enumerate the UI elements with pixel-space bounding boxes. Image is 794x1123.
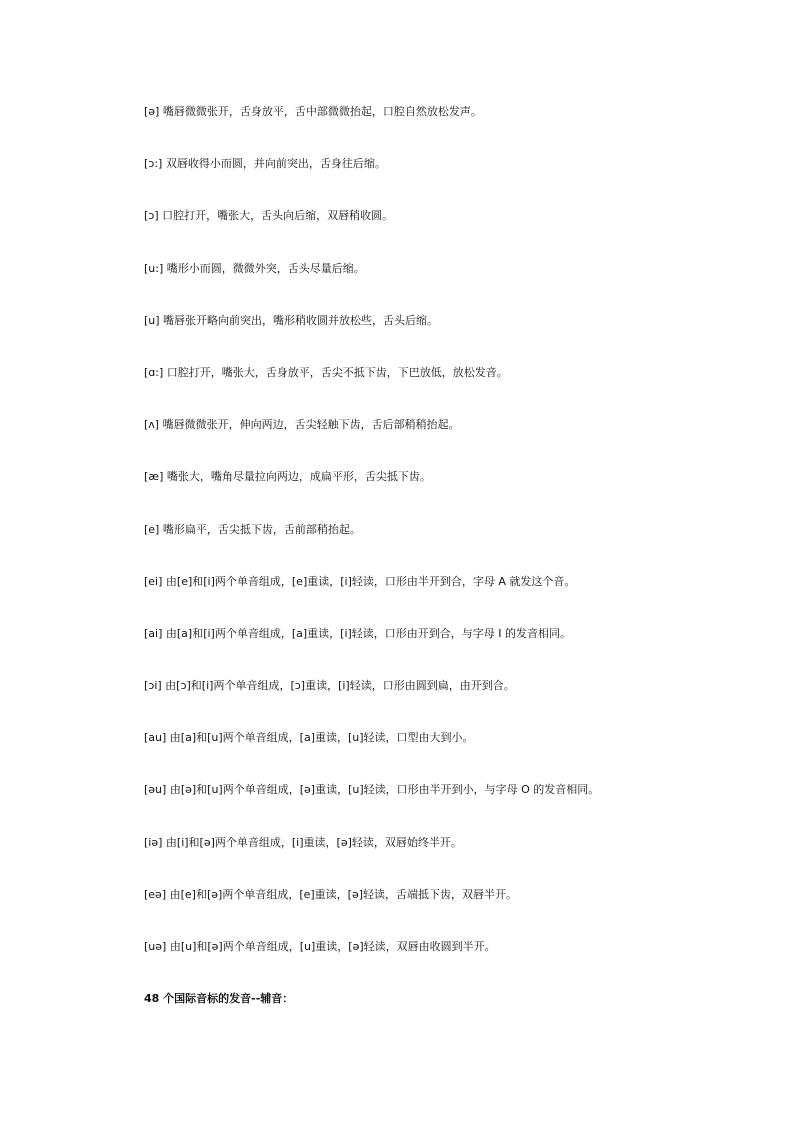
phonetic-line-ae: [æ] 嘴张大，嘴角尽量拉向两边，成扁平形，舌尖抵下齿。 xyxy=(144,470,431,484)
phonetic-line-ee: [eə] 由[e]和[ə]两个单音组成，[e]重读，[ə]轻读，舌端抵下齿，双唇半开。 xyxy=(144,887,518,901)
phonetic-line-u-long: [u:] 嘴形小而圆，微微外突，舌头尽量后缩。 xyxy=(144,261,365,275)
phonetic-line-schwa: [ə] 嘴唇微微张开，舌身放平，舌中部微微抬起，口腔自然放松发声。 xyxy=(144,105,482,118)
phonetic-line-wedge: [ʌ] 嘴唇微微张开，伸向两边，舌尖轻触下齿，舌后部稍稍抬起。 xyxy=(144,418,460,432)
section-heading-consonants: 48 个国际音标的发音--辅音： xyxy=(144,992,294,1006)
phonetic-line-u: [u] 嘴唇张开略向前突出，嘴形稍收圆并放松些，舌头后缩。 xyxy=(144,313,439,327)
document-body xyxy=(144,104,764,1007)
phonetic-line-ie: [iə] 由[i]和[ə]两个单音组成，[i]重读，[ə]轻读，双唇始终半开。 xyxy=(144,835,462,849)
phonetic-line-a-long: [ɑ:] 口腔打开，嘴张大，舌身放平，舌尖不抵下齿，下巴放低，放松发音。 xyxy=(144,365,508,379)
phonetic-line-open-o: [ɔ] 口腔打开，嘴张大，舌头向后缩，双唇稍收圆。 xyxy=(144,209,394,223)
phonetic-line-open-o-long: [ɔ:] 双唇收得小而圆，并向前突出，舌身往后缩。 xyxy=(144,157,386,171)
phonetic-line-oi: [ɔi] 由[ɔ]和[i]两个单音组成，[ɔ]重读，[i]轻读，口形由圆到扁，由开到合。 xyxy=(144,679,515,693)
phonetic-line-au: [au] 由[a]和[u]两个单音组成，[a]重读，[u]轻读，口型由大到小。 xyxy=(144,731,474,745)
phonetic-line-eu: [əu] 由[ə]和[u]两个单音组成，[ə]重读，[u]轻读，口形由半开到小，与字母 O 的发音相同。 xyxy=(144,783,600,797)
phonetic-line-e: [e] 嘴形扁平，舌尖抵下齿，舌前部稍抬起。 xyxy=(144,522,361,536)
phonetic-line-ei: [ei] 由[e]和[i]两个单音组成，[e]重读，[i]轻读，口形由半开到合，字母 A 就发这个音。 xyxy=(144,574,576,588)
phonetic-line-ue: [uə] 由[u]和[ə]两个单音组成，[u]重读，[ə]轻读，双唇由收圆到半开。 xyxy=(144,940,496,953)
phonetic-line-ai: [ai] 由[a]和[i]两个单音组成，[a]重读，[i]轻读，口形由开到合，与字母 I 的发音相同。 xyxy=(144,626,572,640)
